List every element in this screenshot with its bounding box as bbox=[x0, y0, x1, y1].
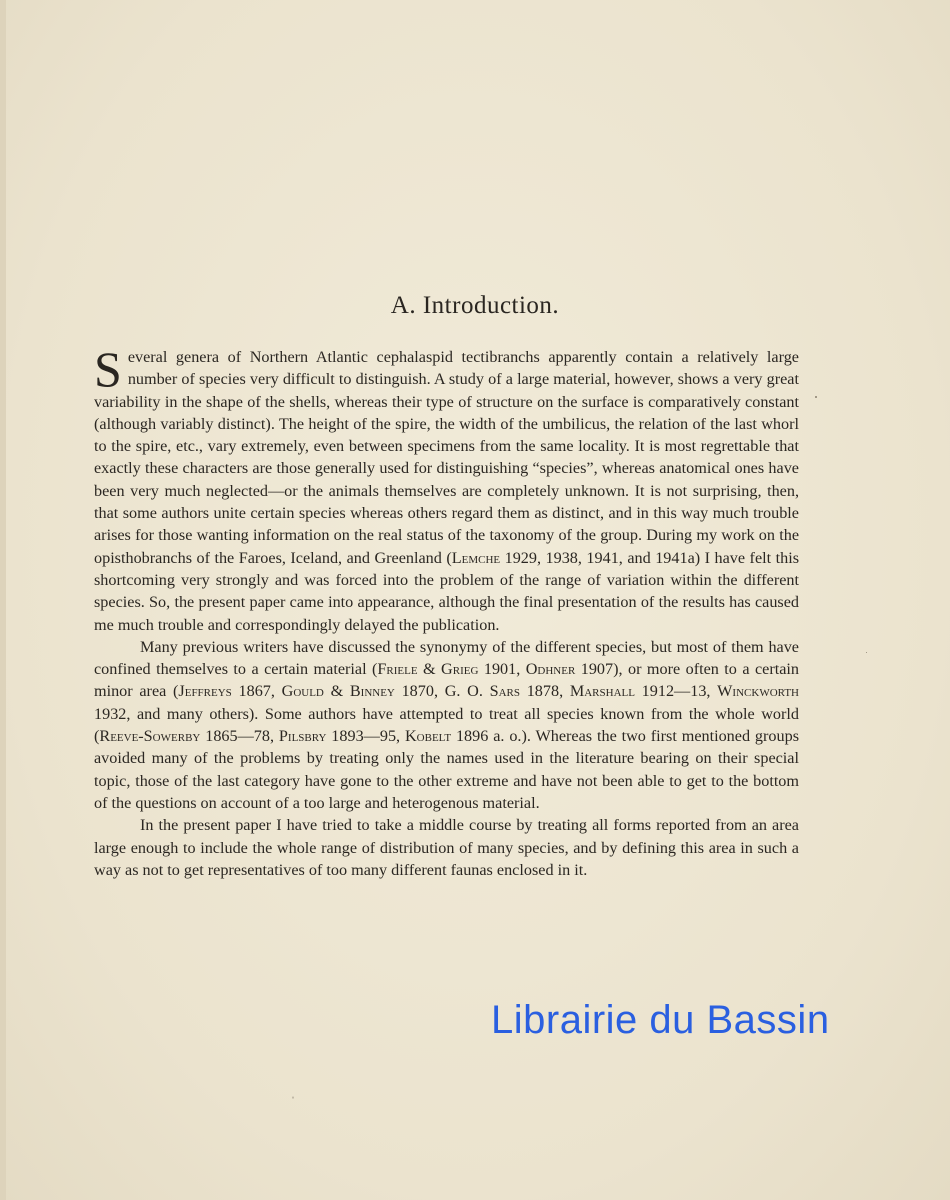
text-segment: 1901, bbox=[478, 660, 526, 679]
author-citation: Lemche bbox=[451, 548, 501, 567]
paper-speck bbox=[866, 652, 867, 653]
text-segment: everal genera of Northern Atlantic cephalaspid tectibranchs apparently contain a relatively large number of species very difficult to distinguish. A study of a large material, however, shows a very great variability in the shape of the shells, whereas their type of structure on the surface is comparatively constant (although variably distinct). The height of the spire, the width of the umbilicus, the relation of the last whorl to the spire, etc., vary extremely, even between specimens from the same locality. It is most regrettable that exactly these characters are those generally used for distinguishing “species”, whereas anatomical ones have been very much neglected—or the animals themselves are completely unknown. It is not surprising, then, that some authors unite certain species whereas others regard them as distinct, and in this way much trouble arises for those wanting information on the real status of the taxonomy of the group. During my work on the opisthobranchs of the Faroes, Iceland, and Greenland ( bbox=[94, 348, 799, 567]
text-segment: 1929, 1938, 1941, and 1941a) I have felt this shortcoming very strongly and was forced into the problem of the range of variation within the different species. So, the present paper came into appearance, although the final presentation of the results has caused me much trouble and correspondingly delayed the publication. bbox=[94, 548, 799, 634]
text-segment: Many previous writers have discussed the synonymy of the different species, but most of them have confined themselves to a certain material ( bbox=[94, 637, 799, 679]
text-segment: 1893—95, bbox=[326, 727, 405, 746]
author-citation: Winckworth bbox=[717, 682, 799, 701]
author-citation: Jeffreys bbox=[178, 682, 232, 701]
page-mark: ˈ bbox=[291, 1094, 295, 1108]
text-segment: 1870, bbox=[394, 682, 445, 701]
text-segment: In the present paper I have tried to take a middle course by treating all forms reported from an area large enough to include the whole range of distribution of many species, and by defining this area in such a way as not to get representatives of too many different faunas enclosed in it. bbox=[94, 816, 799, 879]
body-text bbox=[94, 341, 799, 881]
author-citation: Odhner bbox=[525, 660, 576, 679]
text-segment: 1912—13, bbox=[634, 682, 718, 701]
paragraph-2 bbox=[94, 636, 799, 814]
author-citation: G. O. Sars bbox=[444, 682, 520, 701]
text-segment: 1932, and many others). Some authors have attempted to treat all species known from the whole world ( bbox=[94, 704, 799, 746]
author-citation: Friele & Grieg bbox=[377, 660, 479, 679]
text-segment: 1865—78, bbox=[200, 727, 279, 746]
watermark-text: Librairie du Bassin bbox=[491, 998, 830, 1042]
author-citation: Pilsbry bbox=[278, 727, 327, 746]
page-edge-shadow bbox=[0, 0, 6, 1200]
paragraph-1 bbox=[94, 341, 799, 636]
text-segment: 1896 a. o.). Whereas the two first mentioned groups avoided many of the problems by treating only the names used in the literature bearing on their special topic, those of the last category have gone to the other extreme and have not been able to get to the bottom of the questions on account of a too large and heterogenous material. bbox=[94, 727, 799, 812]
text-segment: 1867, bbox=[231, 682, 282, 701]
section-heading: A. Introduction. bbox=[390, 292, 560, 319]
paragraph-3 bbox=[94, 814, 799, 881]
author-citation: Reeve-Sowerby bbox=[99, 727, 201, 746]
text-segment: 1878, bbox=[520, 682, 570, 701]
drop-cap: S bbox=[94, 341, 122, 397]
paper-speck bbox=[815, 396, 817, 398]
author-citation: Gould & Binney bbox=[281, 682, 395, 701]
author-citation: Kobelt bbox=[404, 727, 452, 746]
author-citation: Marshall bbox=[569, 682, 635, 701]
text-segment: 1907), or more often to a certain minor area ( bbox=[94, 660, 799, 701]
